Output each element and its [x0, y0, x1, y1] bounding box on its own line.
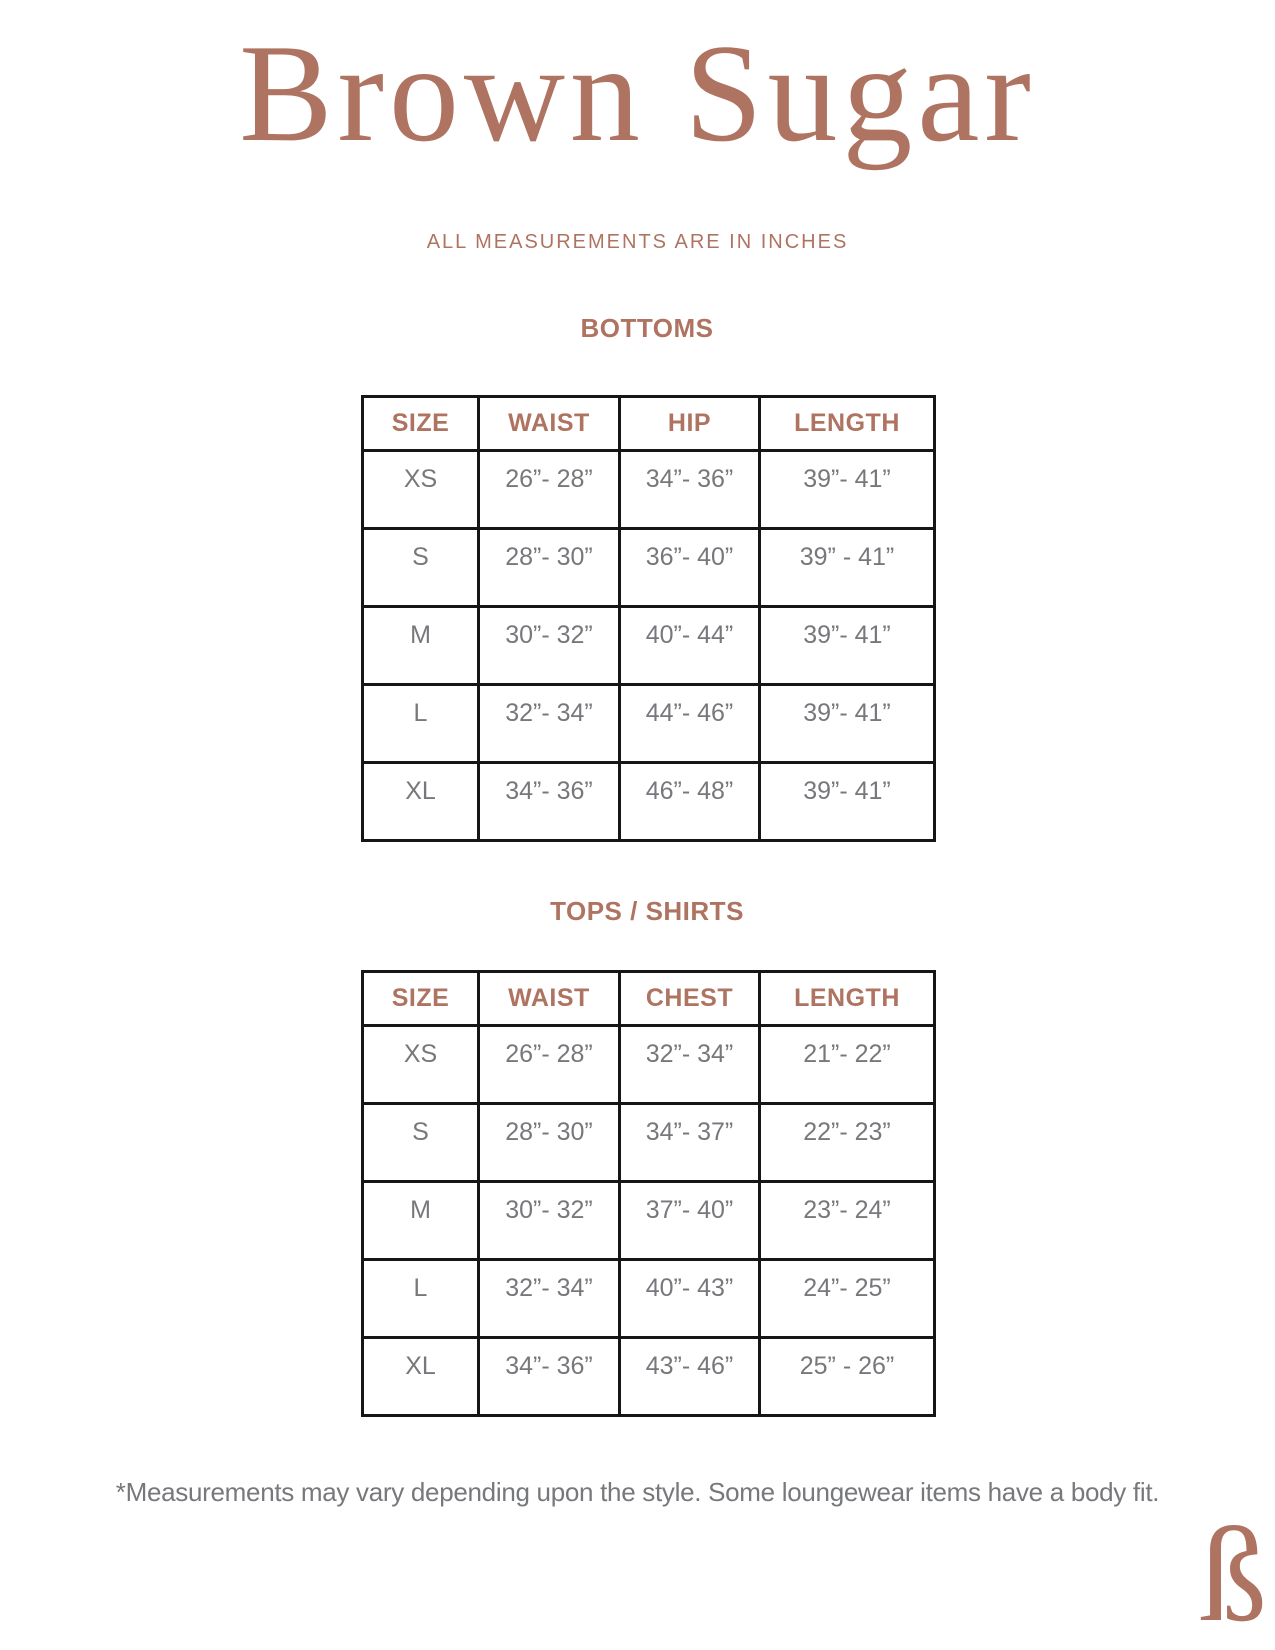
waist-cell: 30”- 32”	[479, 607, 620, 685]
column-header-waist: WAIST	[479, 972, 620, 1026]
hip-cell: 46”- 48”	[620, 763, 760, 841]
hip-cell: 36”- 40”	[620, 529, 760, 607]
length-cell: 21”- 22”	[760, 1026, 935, 1104]
hip-cell: 40”- 44”	[620, 607, 760, 685]
waist-cell: 28”- 30”	[479, 1104, 620, 1182]
waist-cell: 26”- 28”	[479, 451, 620, 529]
size-cell: L	[363, 685, 479, 763]
size-cell: S	[363, 1104, 479, 1182]
column-header-hip: HIP	[620, 397, 760, 451]
table-row-xl	[363, 1338, 935, 1416]
waist-cell: 30”- 32”	[479, 1182, 620, 1260]
waist-cell: 32”- 34”	[479, 1260, 620, 1338]
table-row-s	[363, 529, 935, 607]
length-cell: 39”- 41”	[760, 451, 935, 529]
table-row-xl	[363, 763, 935, 841]
chest-cell: 43”- 46”	[620, 1338, 760, 1416]
length-cell: 39”- 41”	[760, 607, 935, 685]
table-row-xs	[363, 1026, 935, 1104]
column-header-length: LENGTH	[760, 397, 935, 451]
measurements-units-note: ALL MEASUREMENTS ARE IN INCHES	[426, 231, 849, 253]
size-cell: S	[363, 529, 479, 607]
waist-cell: 28”- 30”	[479, 529, 620, 607]
section-heading-bottoms: BOTTOMS	[580, 313, 714, 343]
hip-cell: 34”- 36”	[620, 451, 760, 529]
size-cell: L	[363, 1260, 479, 1338]
table-header-row	[363, 397, 935, 451]
chest-cell: 37”- 40”	[620, 1182, 760, 1260]
hip-cell: 44”- 46”	[620, 685, 760, 763]
waist-cell: 26”- 28”	[479, 1026, 620, 1104]
size-cell: XS	[363, 451, 479, 529]
table-row-xs	[363, 451, 935, 529]
chest-cell: 40”- 43”	[620, 1260, 760, 1338]
chest-cell: 34”- 37”	[620, 1104, 760, 1182]
table-row-l	[363, 1260, 935, 1338]
length-cell: 39”- 41”	[760, 685, 935, 763]
size-cell: XL	[363, 763, 479, 841]
length-cell: 22”- 23”	[760, 1104, 935, 1182]
size-cell: M	[363, 607, 479, 685]
waist-cell: 34”- 36”	[479, 1338, 620, 1416]
column-header-waist: WAIST	[479, 397, 620, 451]
length-cell: 23”- 24”	[760, 1182, 935, 1260]
waist-cell: 34”- 36”	[479, 763, 620, 841]
length-cell: 24”- 25”	[760, 1260, 935, 1338]
table-row-m	[363, 607, 935, 685]
length-cell: 39”- 41”	[760, 763, 935, 841]
length-cell: 25” - 26”	[760, 1338, 935, 1416]
column-header-length: LENGTH	[760, 972, 935, 1026]
size-cell: XS	[363, 1026, 479, 1104]
tops-shirts-size-table	[361, 970, 936, 1417]
table-row-m	[363, 1182, 935, 1260]
length-cell: 39” - 41”	[760, 529, 935, 607]
table-row-s	[363, 1104, 935, 1182]
brand-monogram-icon: ß	[1199, 1501, 1267, 1650]
measurement-disclaimer: *Measurements may vary depending upon the style. Some loungewear items have a body fit.	[115, 1477, 1160, 1507]
size-cell: XL	[363, 1338, 479, 1416]
brand-title: Brown Sugar	[239, 16, 1036, 171]
bottoms-size-table	[361, 395, 936, 842]
section-heading-tops-shirts: TOPS / SHIRTS	[550, 896, 744, 926]
table-row-l	[363, 685, 935, 763]
chest-cell: 32”- 34”	[620, 1026, 760, 1104]
column-header-size: SIZE	[363, 972, 479, 1026]
column-header-chest: CHEST	[620, 972, 760, 1026]
waist-cell: 32”- 34”	[479, 685, 620, 763]
table-header-row	[363, 972, 935, 1026]
column-header-size: SIZE	[363, 397, 479, 451]
size-cell: M	[363, 1182, 479, 1260]
